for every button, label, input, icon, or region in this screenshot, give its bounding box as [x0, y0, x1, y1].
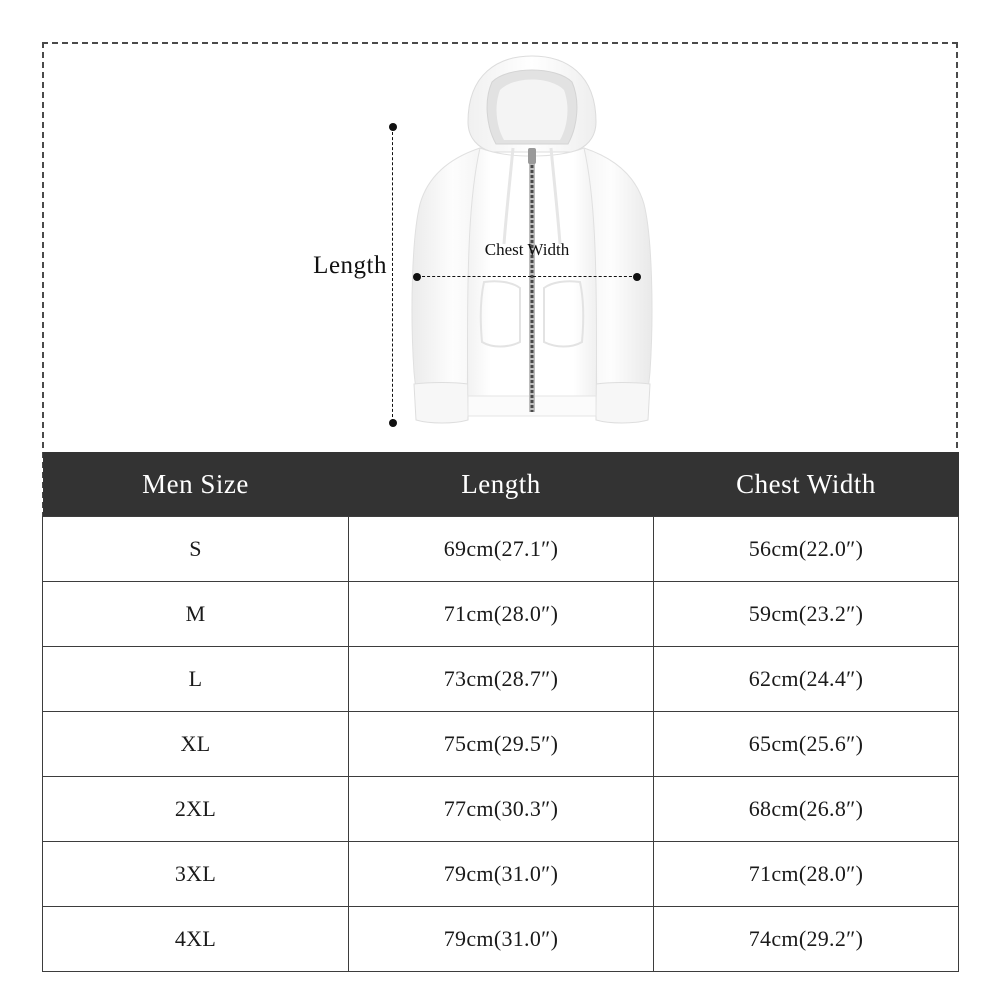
chest-endpoint-left-dot	[413, 273, 421, 281]
cell-length: 69cm(27.1″)	[349, 517, 654, 582]
cell-size: 2XL	[43, 777, 349, 842]
chest-dashed-line	[417, 276, 637, 277]
cell-size: L	[43, 647, 349, 712]
size-table	[42, 452, 959, 972]
length-measurement	[313, 122, 398, 427]
table-row	[43, 712, 959, 777]
cell-chest-width: 59cm(23.2″)	[654, 582, 959, 647]
cell-chest-width: 65cm(25.6″)	[654, 712, 959, 777]
chest-endpoint-right-dot	[633, 273, 641, 281]
length-label: Length	[313, 252, 387, 279]
column-header-chest-width: Chest Width	[654, 452, 959, 517]
chest-width-measurement	[412, 232, 642, 292]
chest-width-label: Chest Width	[484, 240, 570, 259]
cell-chest-width: 68cm(26.8″)	[654, 777, 959, 842]
cell-size: S	[43, 517, 349, 582]
table-row	[43, 777, 959, 842]
cell-size: 4XL	[43, 907, 349, 972]
column-header-men-size: Men Size	[43, 452, 349, 517]
table-header-row	[43, 452, 959, 517]
cell-chest-width: 56cm(22.0″)	[654, 517, 959, 582]
table-row	[43, 842, 959, 907]
cell-size: 3XL	[43, 842, 349, 907]
length-endpoint-bottom-dot	[389, 419, 397, 427]
column-header-length: Length	[349, 452, 654, 517]
table-row	[43, 647, 959, 712]
cell-chest-width: 62cm(24.4″)	[654, 647, 959, 712]
cell-length: 77cm(30.3″)	[349, 777, 654, 842]
cell-size: XL	[43, 712, 349, 777]
table-row	[43, 907, 959, 972]
cell-chest-width: 71cm(28.0″)	[654, 842, 959, 907]
cell-length: 79cm(31.0″)	[349, 842, 654, 907]
cell-length: 73cm(28.7″)	[349, 647, 654, 712]
cell-length: 71cm(28.0″)	[349, 582, 654, 647]
cell-length: 75cm(29.5″)	[349, 712, 654, 777]
cell-length: 79cm(31.0″)	[349, 907, 654, 972]
cell-size: M	[43, 582, 349, 647]
table-row	[43, 517, 959, 582]
garment-illustration	[42, 42, 958, 452]
length-endpoint-top-dot	[389, 123, 397, 131]
cell-chest-width: 74cm(29.2″)	[654, 907, 959, 972]
length-dashed-line	[392, 127, 393, 422]
table-row	[43, 582, 959, 647]
